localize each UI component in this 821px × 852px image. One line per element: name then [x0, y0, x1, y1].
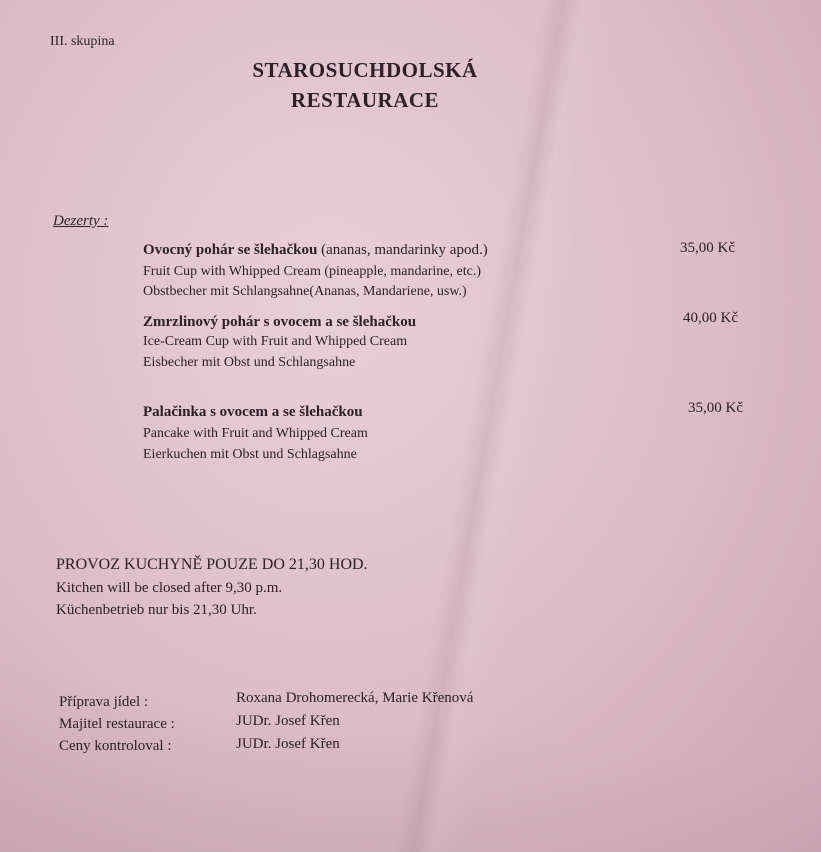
menu-item-english: Fruit Cup with Whipped Cream (pineapple, mandarine, etc.): [143, 264, 481, 279]
restaurant-title-line1: STAROSUCHDOLSKÁ: [252, 58, 478, 82]
menu-item-english: Ice-Cream Cup with Fruit and Whipped Cream: [143, 334, 408, 349]
menu-item-price: 35,00 Kč: [680, 240, 735, 256]
staff-value-preparation: Roxana Drohomerecká, Marie Křenová: [236, 690, 474, 706]
menu-item-german: Eierkuchen mit Obst und Schlagsahne: [143, 447, 357, 462]
restaurant-title-line2: RESTAURACE: [290, 88, 440, 112]
kitchen-notice-german: Küchenbetrieb nur bis 21,30 Uhr.: [56, 602, 257, 618]
section-title-desserts: Dezerty :: [53, 213, 109, 229]
staff-value-owner: JUDr. Josef Křen: [236, 713, 340, 729]
menu-item-name: [143, 242, 488, 259]
menu-item-german: Obstbecher mit Schlangsahne(Ananas, Mandariene, usw.): [143, 284, 467, 299]
kitchen-notice-czech: PROVOZ KUCHYNĚ POUZE DO 21,30 HOD.: [56, 556, 368, 573]
group-label: III. skupina: [50, 34, 115, 49]
menu-item-name-bold: Ovocný pohár se šlehačkou: [143, 242, 318, 258]
menu-item-name-bold: Palačinka s ovocem a se šlehačkou: [143, 404, 363, 420]
menu-item-english: Pancake with Fruit and Whipped Cream: [143, 426, 368, 441]
menu-item-price: 35,00 Kč: [688, 400, 743, 416]
staff-label-prices: Ceny kontroloval :: [59, 738, 172, 754]
menu-item-name: [143, 404, 363, 421]
menu-item-german: Eisbecher mit Obst und Schlangsahne: [143, 355, 356, 370]
menu-item-price: 40,00 Kč: [683, 310, 738, 326]
staff-label-preparation: Příprava jídel :: [59, 694, 149, 710]
staff-value-prices: JUDr. Josef Křen: [236, 736, 340, 752]
menu-item-name-bold: Zmrzlinový pohár s ovocem a se šlehačkou: [143, 314, 417, 330]
kitchen-notice-english: Kitchen will be closed after 9,30 p.m.: [56, 580, 283, 596]
staff-label-owner: Majitel restaurace :: [59, 716, 175, 732]
menu-item-name-extra: (ananas, mandarinky apod.): [317, 242, 488, 258]
menu-item-name: [143, 314, 416, 331]
